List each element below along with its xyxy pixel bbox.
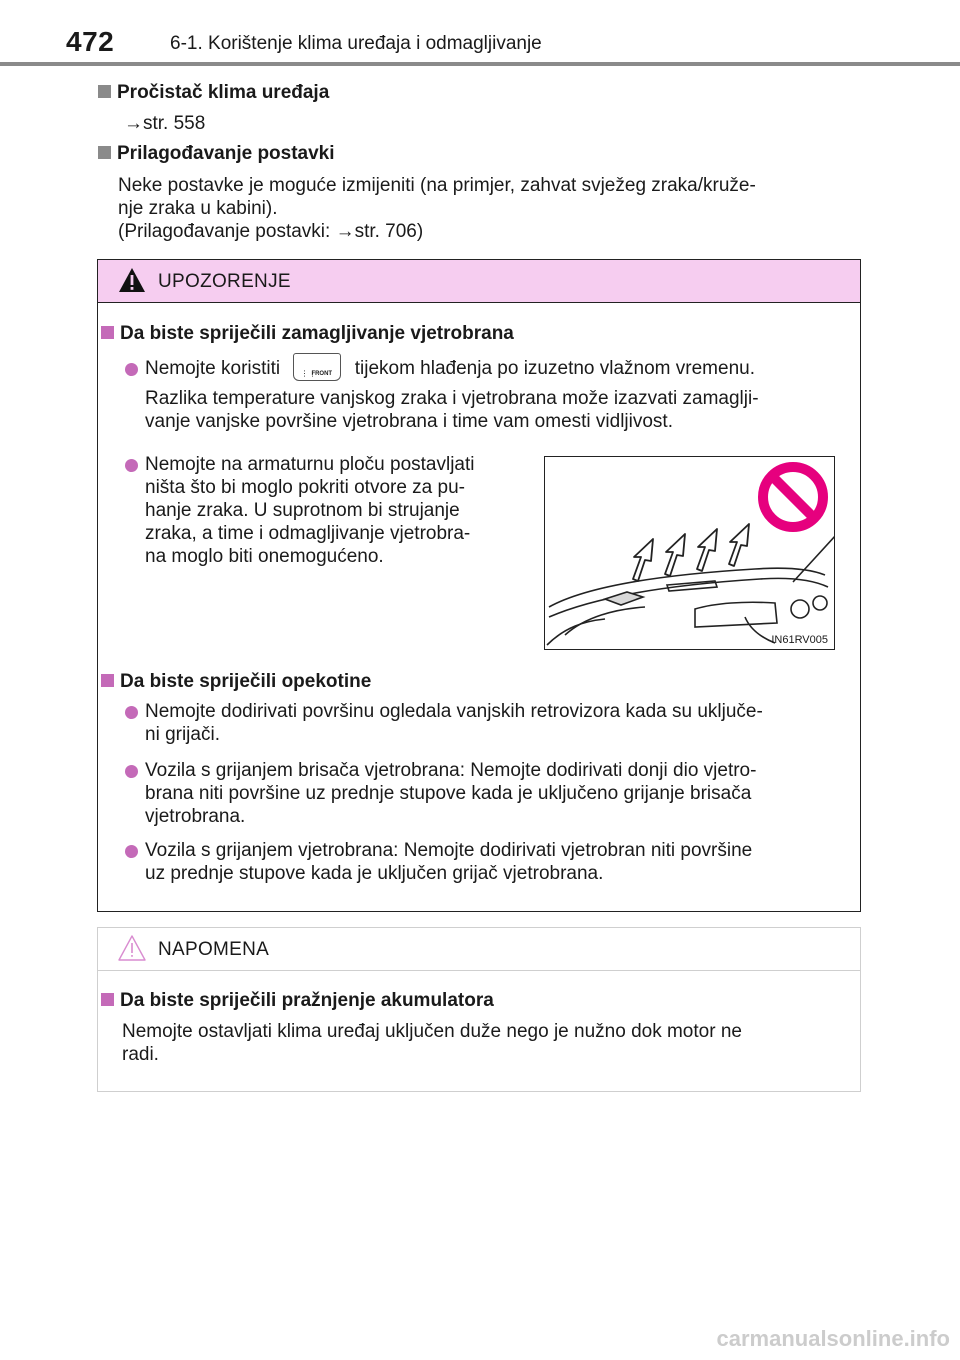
warning-bullet-4-line-2: brana niti površine uz prednje stupove kada je uključeno grijanje brisača (145, 783, 752, 804)
dashboard-drawing (545, 457, 835, 650)
warning-header (98, 260, 860, 303)
watermark: carmanualsonline.info (716, 1326, 950, 1351)
warning-bullet-5-line-2: uz prednje stupove kada je uključen grijač vjetrobrana. (145, 863, 604, 884)
warning-bullet-1-line-1: Nemojte koristiti ⋮⋮ FRONT tijekom hlađenja po izuzetno vlažnom vremenu. (145, 357, 853, 381)
section-marker (101, 326, 114, 339)
warning-section-title-burns: Da biste spriječili opekotine (101, 671, 371, 693)
bullet-icon (125, 363, 138, 376)
note-line-2: radi. (122, 1044, 159, 1065)
header-rule (0, 62, 960, 66)
page-number: 472 (66, 26, 115, 57)
defog-icon: ⋮⋮ (300, 369, 317, 378)
warning-triangle-icon (117, 266, 147, 294)
warning-bullet-2-line-5: na moglo biti onemogućeno. (145, 546, 384, 567)
warning-bullet-2-line-4: zraka, a time i odmagljivanje vjetrobra- (145, 523, 471, 544)
note-line-1: Nemojte ostavljati klima uređaj uključen duže nego je nužno dok motor ne (122, 1021, 742, 1042)
warning-bullet-2-line-2: ništa što bi moglo pokriti otvore za pu- (145, 477, 465, 498)
note-header (98, 928, 860, 971)
section-marker (98, 85, 111, 98)
warning-bullet-4-line-3: vjetrobrana. (145, 806, 246, 827)
warning-bullet-1-line-3: vanje vanjske površine vjetrobrana i time vam omesti vidljivost. (145, 411, 673, 432)
cleaner-ref: →str. 558 (124, 113, 206, 134)
bullet-icon (125, 765, 138, 778)
custom-line-2: nje zraka u kabini). (118, 198, 278, 219)
warning-bullet-2-line-3: hanje zraka. U suprotnom bi strujanje (145, 500, 460, 521)
warning-bullet-5-line-1: Vozila s grijanjem vjetrobrana: Nemojte dodirivati vjetrobran niti površine (145, 840, 753, 861)
page-header (0, 0, 960, 66)
section-marker (101, 993, 114, 1006)
airflow-arrows (633, 524, 749, 581)
note-title: NAPOMENA (158, 939, 270, 960)
warning-bullet-2-line-1: Nemojte na armaturnu ploču postavljati (145, 454, 475, 475)
front-defogger-button-icon: ⋮⋮ FRONT (293, 353, 341, 381)
section-title-cleaner: Pročistač klima uređaja (98, 82, 329, 104)
dashboard-outline (547, 535, 835, 645)
warning-bullet-1-line-2: Razlika temperature vanjskog zraka i vjetrobrana može izazvati zamaglji- (145, 388, 759, 409)
chapter-title: 6-1. Korištenje klima uređaja i odmagljivanje (170, 33, 542, 54)
illustration-code: IN61RV005 (771, 634, 828, 646)
dashboard-vent-illustration (544, 456, 835, 650)
section-title-custom: Prilagođavanje postavki (98, 143, 335, 165)
bullet-icon (125, 706, 138, 719)
section-marker (98, 146, 111, 159)
note-section-title-battery: Da biste spriječili pražnjenje akumulatora (101, 990, 494, 1012)
warning-bullet-3-line-1: Nemojte dodirivati površinu ogledala vanjskih retrovizora kada su uključe- (145, 701, 763, 722)
warning-title: UPOZORENJE (158, 271, 291, 292)
warning-bullet-4-line-1: Vozila s grijanjem brisača vjetrobrana: Nemojte dodirivati donji dio vjetro- (145, 760, 757, 781)
prohibition-icon (763, 467, 823, 527)
bullet-icon (125, 845, 138, 858)
bullet-icon (125, 459, 138, 472)
warning-section-title-fog: Da biste spriječili zamagljivanje vjetrobrana (101, 323, 514, 345)
warning-bullet-3-line-2: ni grijači. (145, 724, 220, 745)
section-marker (101, 674, 114, 687)
caution-triangle-icon (117, 934, 147, 962)
custom-line-1: Neke postavke je moguće izmijeniti (na primjer, zahvat svježeg zraka/kruže- (118, 175, 756, 196)
custom-line-3: (Prilagođavanje postavki: →str. 706) (118, 221, 424, 242)
